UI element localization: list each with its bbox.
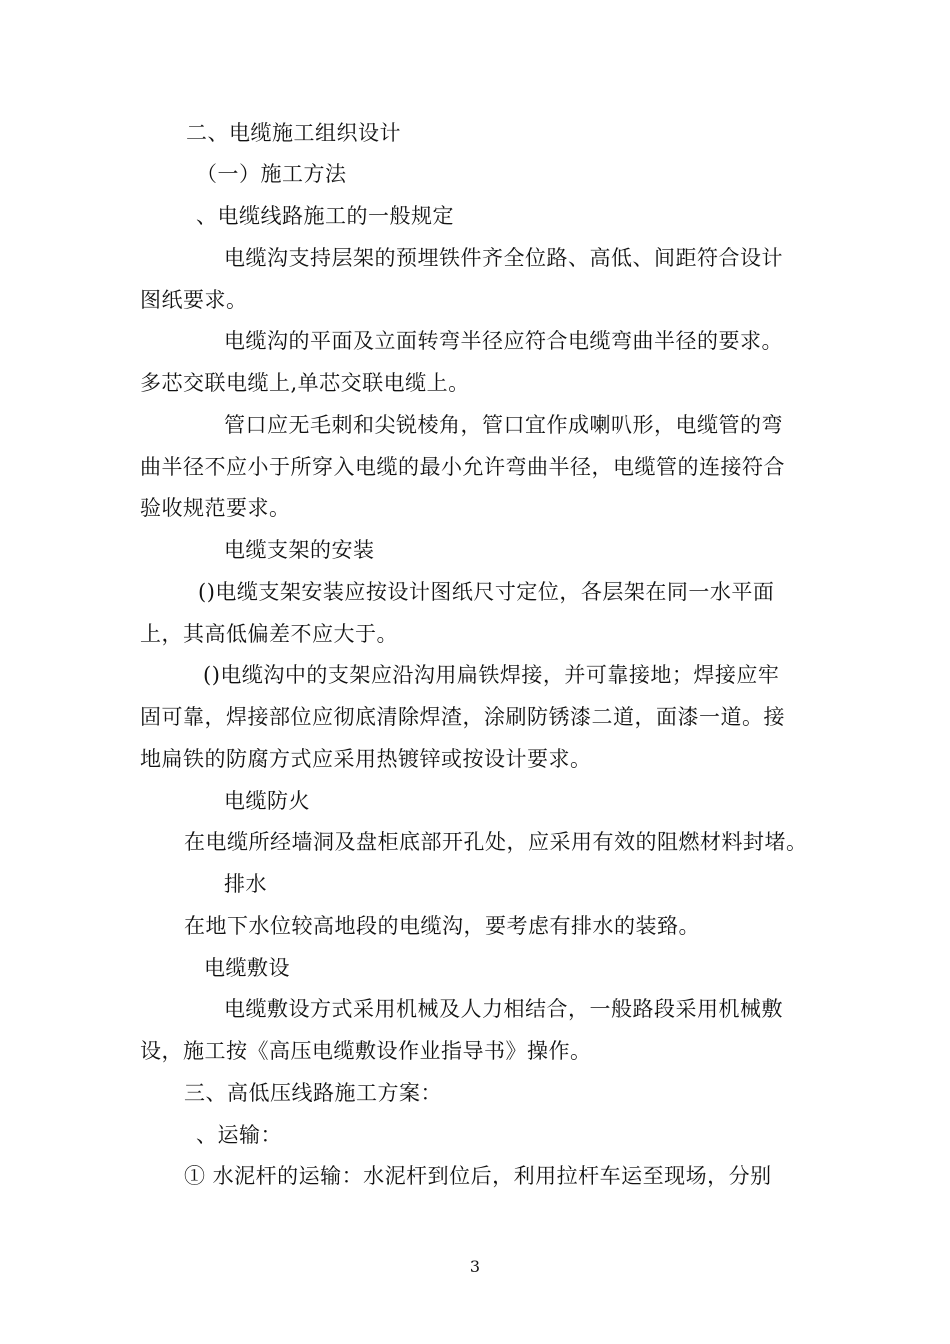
page-number: 3 <box>469 1257 481 1276</box>
item-heading: 排水 <box>224 872 267 896</box>
paragraph-line: ① 水泥杆的运输：水泥杆到位后，利用拉杆车运至现场，分别 <box>184 1164 772 1188</box>
item-heading: 电缆支架的安装 <box>224 538 375 562</box>
section-heading: 三、高低压线路施工方案： <box>184 1081 442 1105</box>
paragraph-line: 曲半径不应小于所穿入电缆的最小允许弯曲半径，电缆管的连接符合 <box>140 455 785 479</box>
item-heading: 、运输： <box>196 1123 282 1147</box>
paragraph-line: 设，施工按《高压电缆敷设作业指导书》操作。 <box>140 1039 592 1063</box>
paragraph-line: 在电缆所经墙洞及盘柜底部开孔处，应采用有效的阻燃材料封堵。 <box>184 830 808 854</box>
paragraph-line: 电缆沟的平面及立面转弯半径应符合电缆弯曲半径的要求。 <box>224 329 783 353</box>
paragraph-line: 多芯交联电缆上,单芯交联电缆上。 <box>140 371 470 395</box>
paragraph-line: 固可靠，焊接部位应彻底清除焊渣，涂刷防锈漆二道，面漆一道。接 <box>140 705 785 729</box>
section-heading: 二、电缆施工组织设计 <box>186 121 401 145</box>
paragraph-line: ()电缆支架安装应按设计图纸尺寸定位，各层架在同一水平面 <box>198 580 775 604</box>
paragraph-line: 验收规范要求。 <box>140 496 291 520</box>
item-heading: 电缆防火 <box>224 789 310 813</box>
paragraph-line: 图纸要求。 <box>140 288 248 312</box>
paragraph-line: 电缆沟支持层架的预埋铁件齐全位路、高低、间距符合设计 <box>224 246 783 270</box>
item-heading: 电缆敷设 <box>204 956 290 980</box>
paragraph-line: 管口应无毛刺和尖锐棱角，管口宜作成喇叭形，电缆管的弯 <box>224 413 783 437</box>
paragraph-line: 在地下水位较高地段的电缆沟，要考虑有排水的装臵。 <box>184 914 700 938</box>
item-heading: 、电缆线路施工的一般规定 <box>196 204 454 228</box>
paragraph-line: 地扁铁的防腐方式应采用热镀锌或按设计要求。 <box>140 747 592 771</box>
paragraph-line: 电缆敷设方式采用机械及人力相结合，一般路段采用机械敷 <box>224 997 783 1021</box>
subsection-heading: （一）施工方法 <box>196 162 347 186</box>
paragraph-line: 上，其高低偏差不应大于。 <box>140 622 398 646</box>
paragraph-line: ()电缆沟中的支架应沿沟用扁铁焊接，并可靠接地；焊接应牢 <box>203 663 780 687</box>
